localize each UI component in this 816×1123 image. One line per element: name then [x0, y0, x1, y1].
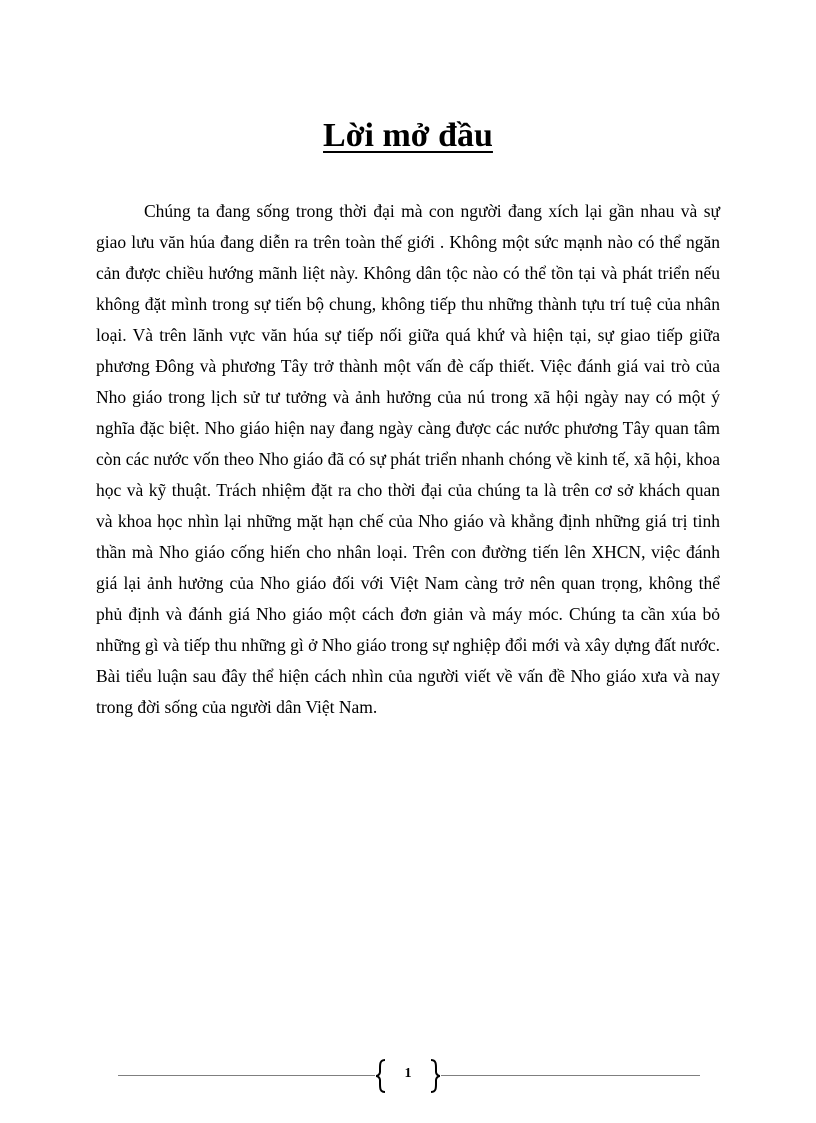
- page-title: Lời mở đầu: [323, 117, 493, 154]
- body-paragraph: Chúng ta đang sống trong thời đại mà con người đang xích lại gần nhau và sự giao lưu văn húa đang diễn ra trên toàn thế giới . Không một sức mạnh nào có thể ngăn cản được chiều hướng mãnh liệt này. Không dân tộc nào có thể tồn tại và phát triển nếu không đặt mình trong sự tiến bộ chung, không tiếp thu những thành tựu trí tuệ của nhân loại. Và trên lãnh vực văn húa sự tiếp nối giữa quá khứ và hiện tại, sự giao tiếp giữa phương Đông và phương Tây trở thành một vấn đè cấp thiết. Việc đánh giá vai trò của Nho giáo trong lịch sử tư tưởng và ảnh hưởng của nú trong xã hội ngày nay có một ý nghĩa đặc biệt. Nho giáo hiện nay đang ngày càng được các nước phương Tây quan tâm còn các nước vốn theo Nho giáo đã có sự phát triển nhanh chóng về kinh tế, xã hội, khoa học và kỹ thuật. Trách nhiệm đặt ra cho thời đại của chúng ta là trên cơ sở khách quan và khoa học nhìn lại những mặt hạn chế của Nho giáo và khẳng định những giá trị tinh thần mà Nho giáo cống hiến cho nhân loại. Trên con đường tiến lên XHCN, việc đánh giá lại ảnh hưởng của Nho giáo đối với Việt Nam càng trở nên quan trọng, không thể phủ định và đánh giá Nho giáo một cách đơn giản và máy móc. Chúng ta cần xúa bỏ những gì và tiếp thu những gì ở Nho giáo trong sự nghiệp đổi mới và xây dựng đất nước. Bài tiểu luận sau đây thể hiện cách nhìn của người viết về vấn đề Nho giáo xưa và nay trong đời sống của người dân Việt Nam.: [96, 201, 720, 717]
- page-footer: [118, 1058, 700, 1094]
- footer-rule-left: [118, 1075, 375, 1076]
- page-number: 1: [404, 1066, 412, 1081]
- footer-rule-right: [441, 1075, 700, 1076]
